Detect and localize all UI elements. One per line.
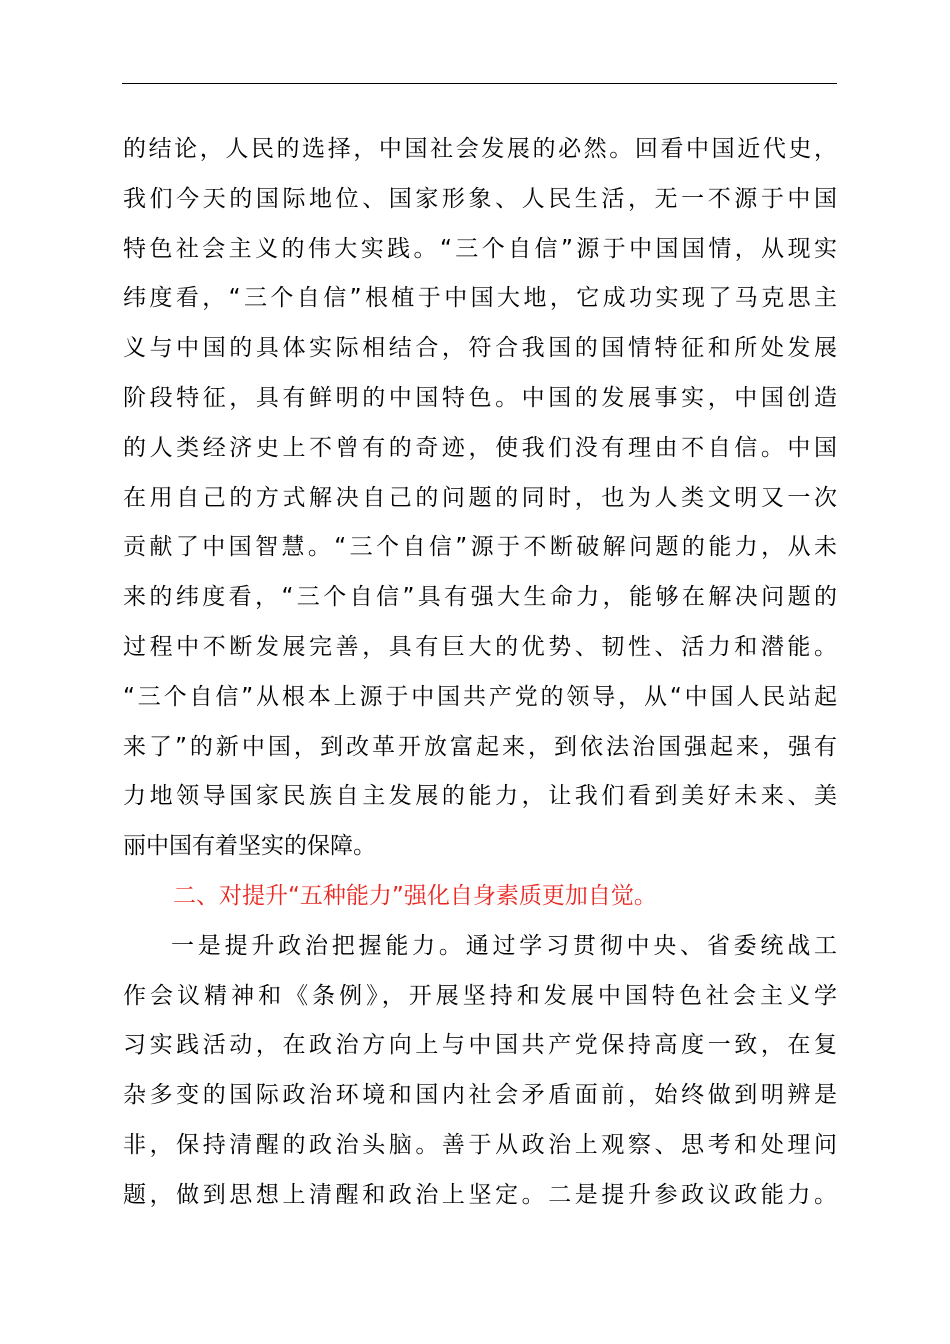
section-heading: 二、对提升“五种能力”强化自身素质更加自觉。 [173,882,657,909]
paragraph-line: 习实践活动，在政治方向上与中国共产党保持高度一致，在复 [123,1032,837,1059]
paragraph-line: 贡献了中国智慧。“三个自信”源于不断破解问题的能力，从未 [123,534,837,561]
paragraph-line: 我们今天的国际地位、国家形象、人民生活，无一不源于中国 [123,185,837,212]
paragraph-line: 来的纬度看，“三个自信”具有强大生命力，能够在解决问题的 [123,584,837,611]
paragraph-line: “三个自信”从根本上源于中国共产党的领导，从“中国人民站起 [123,683,837,710]
body-text [123,125,837,1221]
paragraph-line: 来了”的新中国，到改革开放富起来，到依法治国强起来，强有 [123,733,837,760]
paragraph-line: 题，做到思想上清醒和政治上坚定。二是提升参政议政能力。 [123,1181,837,1208]
paragraph-line: 在用自己的方式解决自己的问题的同时，也为人类文明又一次 [123,484,837,511]
header-rule [122,83,837,84]
paragraph-line: 的人类经济史上不曾有的奇迹，使我们没有理由不自信。中国 [123,434,837,461]
paragraph-line: 丽中国有着坚实的保障。 [123,833,376,860]
paragraph-line: 非，保持清醒的政治头脑。善于从政治上观察、思考和处理问 [123,1131,837,1158]
paragraph-line: 纬度看，“三个自信”根植于中国大地，它成功实现了马克思主 [123,285,837,312]
paragraph-line: 过程中不断发展完善，具有巨大的优势、韧性、活力和潜能。 [123,633,837,660]
paragraph-line: 阶段特征，具有鲜明的中国特色。中国的发展事实，中国创造 [123,384,837,411]
paragraph-line: 杂多变的国际政治环境和国内社会矛盾面前，始终做到明辨是 [123,1082,837,1109]
paragraph-line: 一是提升政治把握能力。通过学习贯彻中央、省委统战工 [171,932,837,959]
paragraph-line: 力地领导国家民族自主发展的能力，让我们看到美好未来、美 [123,783,837,810]
paragraph-line: 的结论，人民的选择，中国社会发展的必然。回看中国近代史， [123,136,837,162]
paragraph-line: 义与中国的具体实际相结合，符合我国的国情特征和所处发展 [123,335,837,362]
paragraph-line: 作会议精神和《条例》，开展坚持和发展中国特色社会主义学 [123,982,837,1009]
paragraph-line: 特色社会主义的伟大实践。“三个自信”源于中国国情，从现实 [123,235,837,262]
